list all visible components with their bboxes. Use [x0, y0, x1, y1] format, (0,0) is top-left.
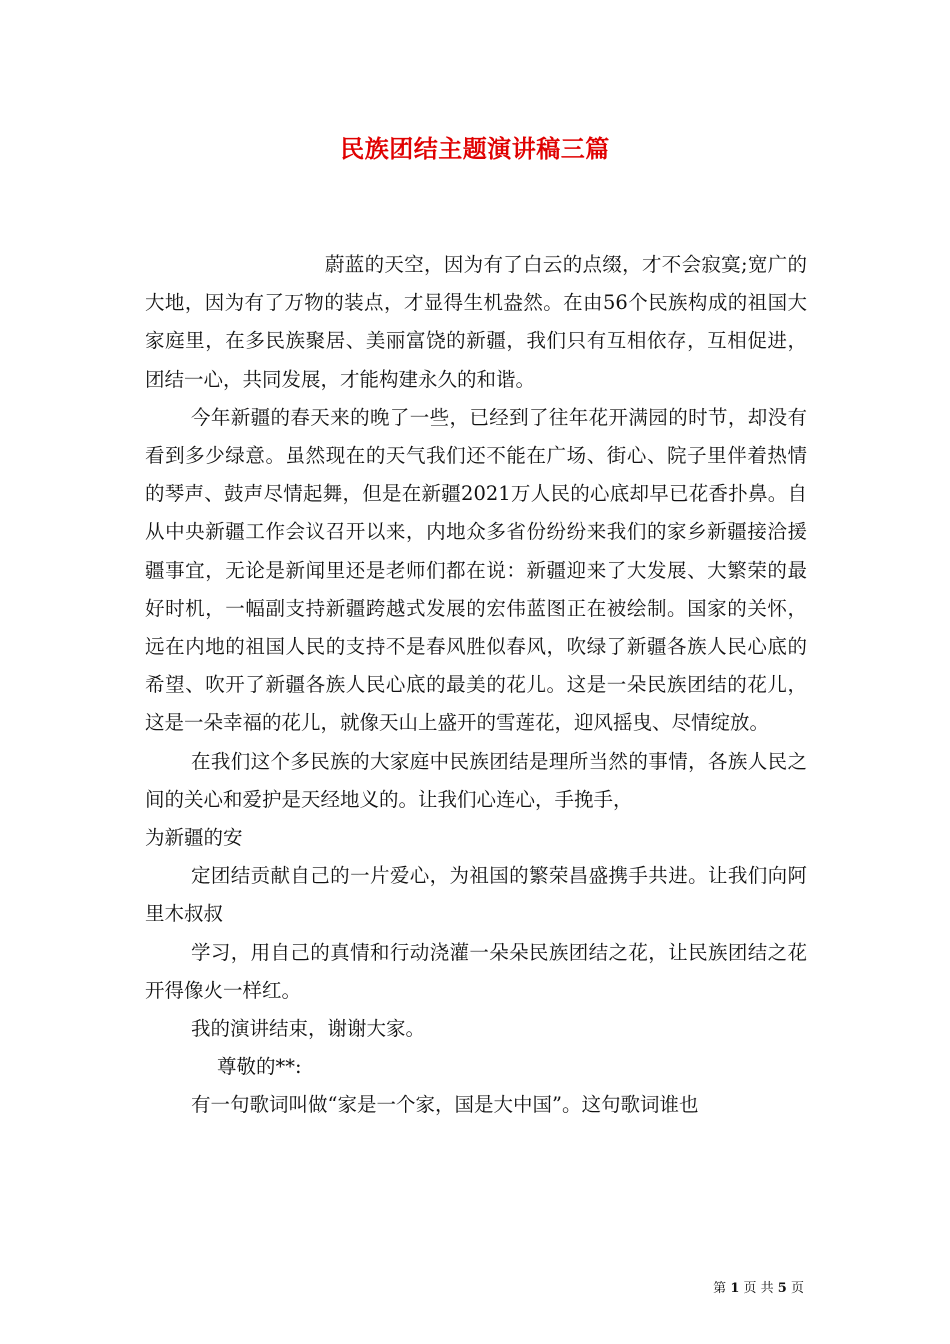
paragraph-9: 有一句歌词叫做“家是一个家，国是大中国”。这句歌词谁也: [191, 1093, 699, 1117]
document-body: [145, 246, 807, 1125]
footer-middle: 页 共: [743, 1281, 774, 1296]
paragraph-7: 我的演讲结束，谢谢大家。: [191, 1017, 426, 1041]
paragraph-8: 尊敬的**:: [217, 1055, 302, 1079]
paragraph-2: 今年新疆的春天来的晚了一些，已经到了往年花开满园的时节，却没有看到多少绿意。虽然现在的天气我们还不能在广场、街心、院子里伴着热情的琴声、鼓声尽情起舞，但是在新疆2021万人民的心底却早已花香扑鼻。自从中央新疆工作会议召开以来，内地众多省份纷纷来我们的家乡新疆接洽援疆事宜，无论是新闻里还是老师们都在说：新疆迎来了大发展、大繁荣的最好时机，一幅副支持新疆跨越式发展的宏伟蓝图正在被绘制。国家的关怀，远在内地的祖国人民的支持不是春风胜似春风，吹绿了新疆各族人民心底的希望、吹开了新疆各族人民心底的最美的花儿。这是一朵民族团结的花儿，这是一朵幸福的花儿，就像天山上盛开的雪莲花，迎风摇曳、尽情绽放。: [145, 405, 807, 735]
paragraph-4: 为新疆的安: [145, 826, 243, 850]
page-footer: [713, 1280, 804, 1298]
footer-suffix: 页: [790, 1281, 804, 1296]
document-title: 民族团结主题演讲稿三篇: [340, 135, 610, 163]
paragraph-5: 定团结贡献自己的一片爱心，为祖国的繁荣昌盛携手共进。让我们向阿里木叔叔: [145, 864, 807, 926]
footer-prefix: 第: [713, 1281, 727, 1296]
paragraph-1: 蔚蓝的天空，因为有了白云的点缀，才不会寂寞;宽广的大地，因为有了万物的装点，才显得生机盎然。在由56个民族构成的祖国大家庭里，在多民族聚居、美丽富饶的新疆，我们只有互相依存，互相促进，团结一心，共同发展，才能构建永久的和谐。: [145, 253, 807, 391]
footer-current-page: 1: [730, 1281, 740, 1296]
paragraph-6: 学习，用自己的真情和行动浇灌一朵朵民族团结之花，让民族团结之花开得像火一样红。: [145, 940, 807, 1002]
paragraph-3: 在我们这个多民族的大家庭中民族团结是理所当然的事情，各族人民之间的关心和爱护是天经地义的。让我们心连心，手挽手，: [145, 749, 807, 811]
footer-total-pages: 5: [777, 1281, 787, 1296]
